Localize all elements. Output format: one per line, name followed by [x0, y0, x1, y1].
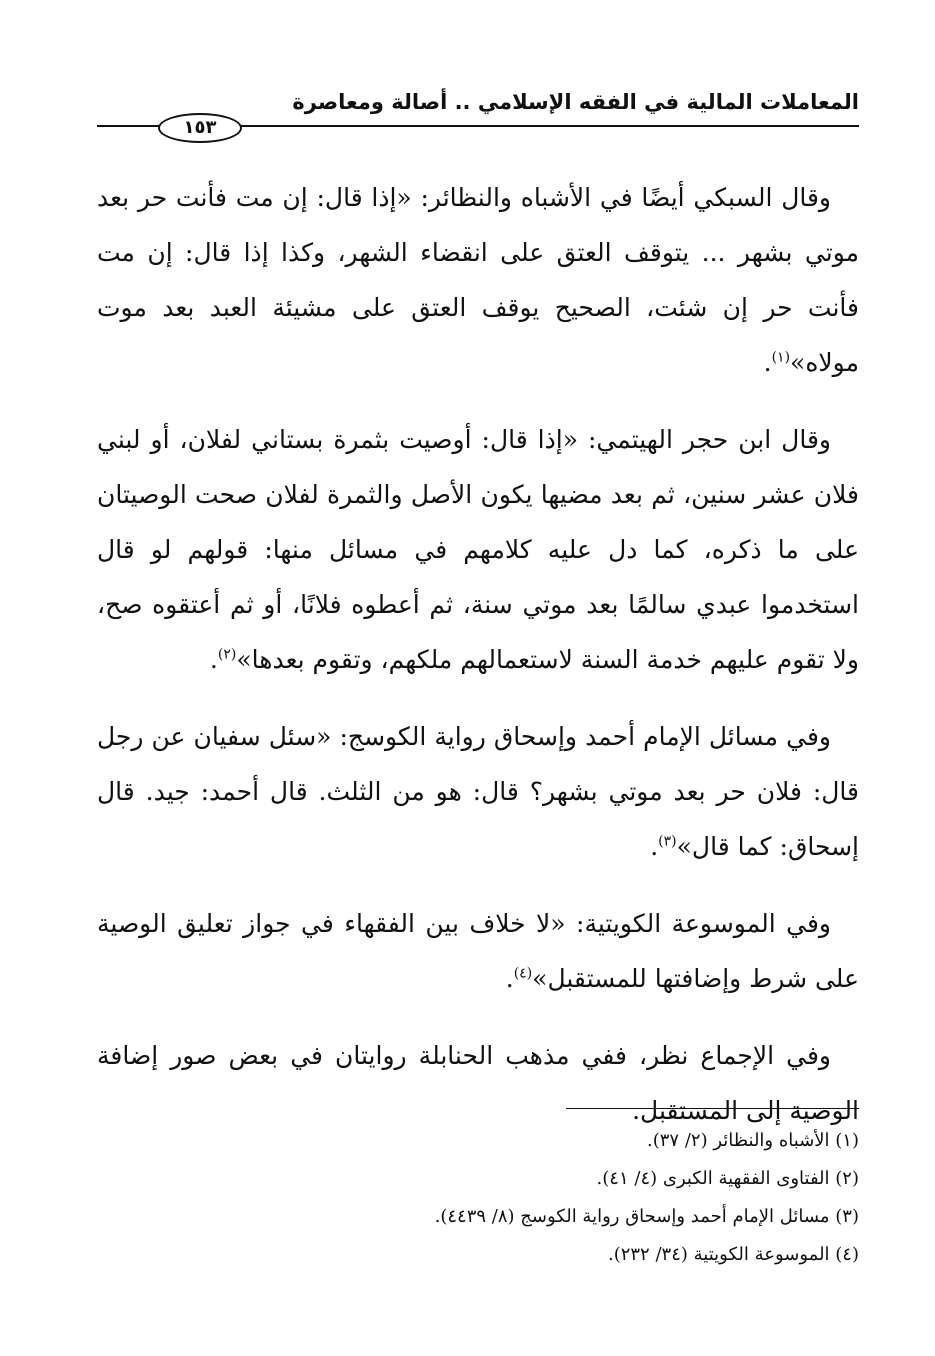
paragraph-text: وفي الموسوعة الكويتية: «لا خلاف بين الفقهاء في جواز تعليق الوصية على شرط وإضافتها للمستقبل»: [97, 909, 859, 993]
footnote-item: (٣) مسائل الإمام أحمد وإسحاق رواية الكوسج (٨/ ٤٤٣٩).: [434, 1206, 859, 1227]
page-number: ١٥٣: [183, 117, 217, 138]
footnote-ref: (٤): [513, 965, 533, 982]
footnote-ref: (٢): [217, 646, 237, 663]
paragraph-text: وفي الإجماع نظر، ففي مذهب الحنابلة روايتان في بعض صور إضافة الوصية إلى المستقبل.: [97, 1041, 859, 1125]
footnote-rule: [566, 1108, 859, 1109]
footnote-ref: (١): [771, 349, 791, 366]
paragraph-subki: [97, 170, 859, 390]
footnote-item: (٤) الموسوعة الكويتية (٣٤/ ٢٣٢).: [607, 1244, 859, 1265]
footnote-ref: (٣): [658, 833, 677, 850]
paragraph-tail: .: [763, 348, 772, 377]
footnote-item: (١) الأشباه والنظائر (٢/ ٣٧).: [647, 1130, 859, 1151]
paragraph-haytami: [97, 412, 859, 687]
paragraph-tail: .: [505, 964, 514, 993]
footnotes: [97, 1122, 859, 1274]
paragraph-mawsuah: [97, 896, 859, 1006]
footnote-item: (٢) الفتاوى الفقهية الكبرى (٤/ ٤١).: [596, 1168, 859, 1189]
paragraph-text: وفي مسائل الإمام أحمد وإسحاق رواية الكوسج: «سئل سفيان عن رجل قال: فلان حر بعد موتي بشهر؟ قال: هو من الثلث. قال أحمد: جيد. قال إسحاق: كما قال»: [97, 722, 859, 861]
paragraph-masail: [97, 709, 859, 874]
page-number-badge: [158, 113, 242, 143]
paragraph-tail: .: [209, 645, 218, 674]
running-title: المعاملات المالية في الفقه الإسلامي .. أصالة ومعاصرة: [292, 90, 859, 114]
paragraph-text: وقال ابن حجر الهيتمي: «إذا قال: أوصيت بثمرة بستاني لفلان، أو لبني فلان عشر سنين، ثم بعد مضيها يكون الأصل والثمرة لفلان صحت الوصيتان على ما ذكره، كما دل عليه كلامهم في مسائل منها: قولهم لو قال استخدموا عبدي سالمًا بعد موتي سنة، ثم أعطوه فلانًا، أو ثم أعتقوه صح، ولا تقوم عليهم خدمة السنة لاستعمالهم ملكهم، وتقوم بعدها»: [97, 425, 859, 674]
body-text: [97, 170, 859, 1160]
paragraph-text: وقال السبكي أيضًا في الأشباه والنظائر: «إذا قال: إن مت فأنت حر بعد موتي بشهر ... يتوقف العتق على انقضاء الشهر، وكذا إذا قال: إن مت فأنت حر إن شئت، الصحيح يوقف العتق على مشيئة العبد بعد موت مولاه»: [97, 183, 859, 377]
paragraph-tail: .: [650, 832, 659, 861]
